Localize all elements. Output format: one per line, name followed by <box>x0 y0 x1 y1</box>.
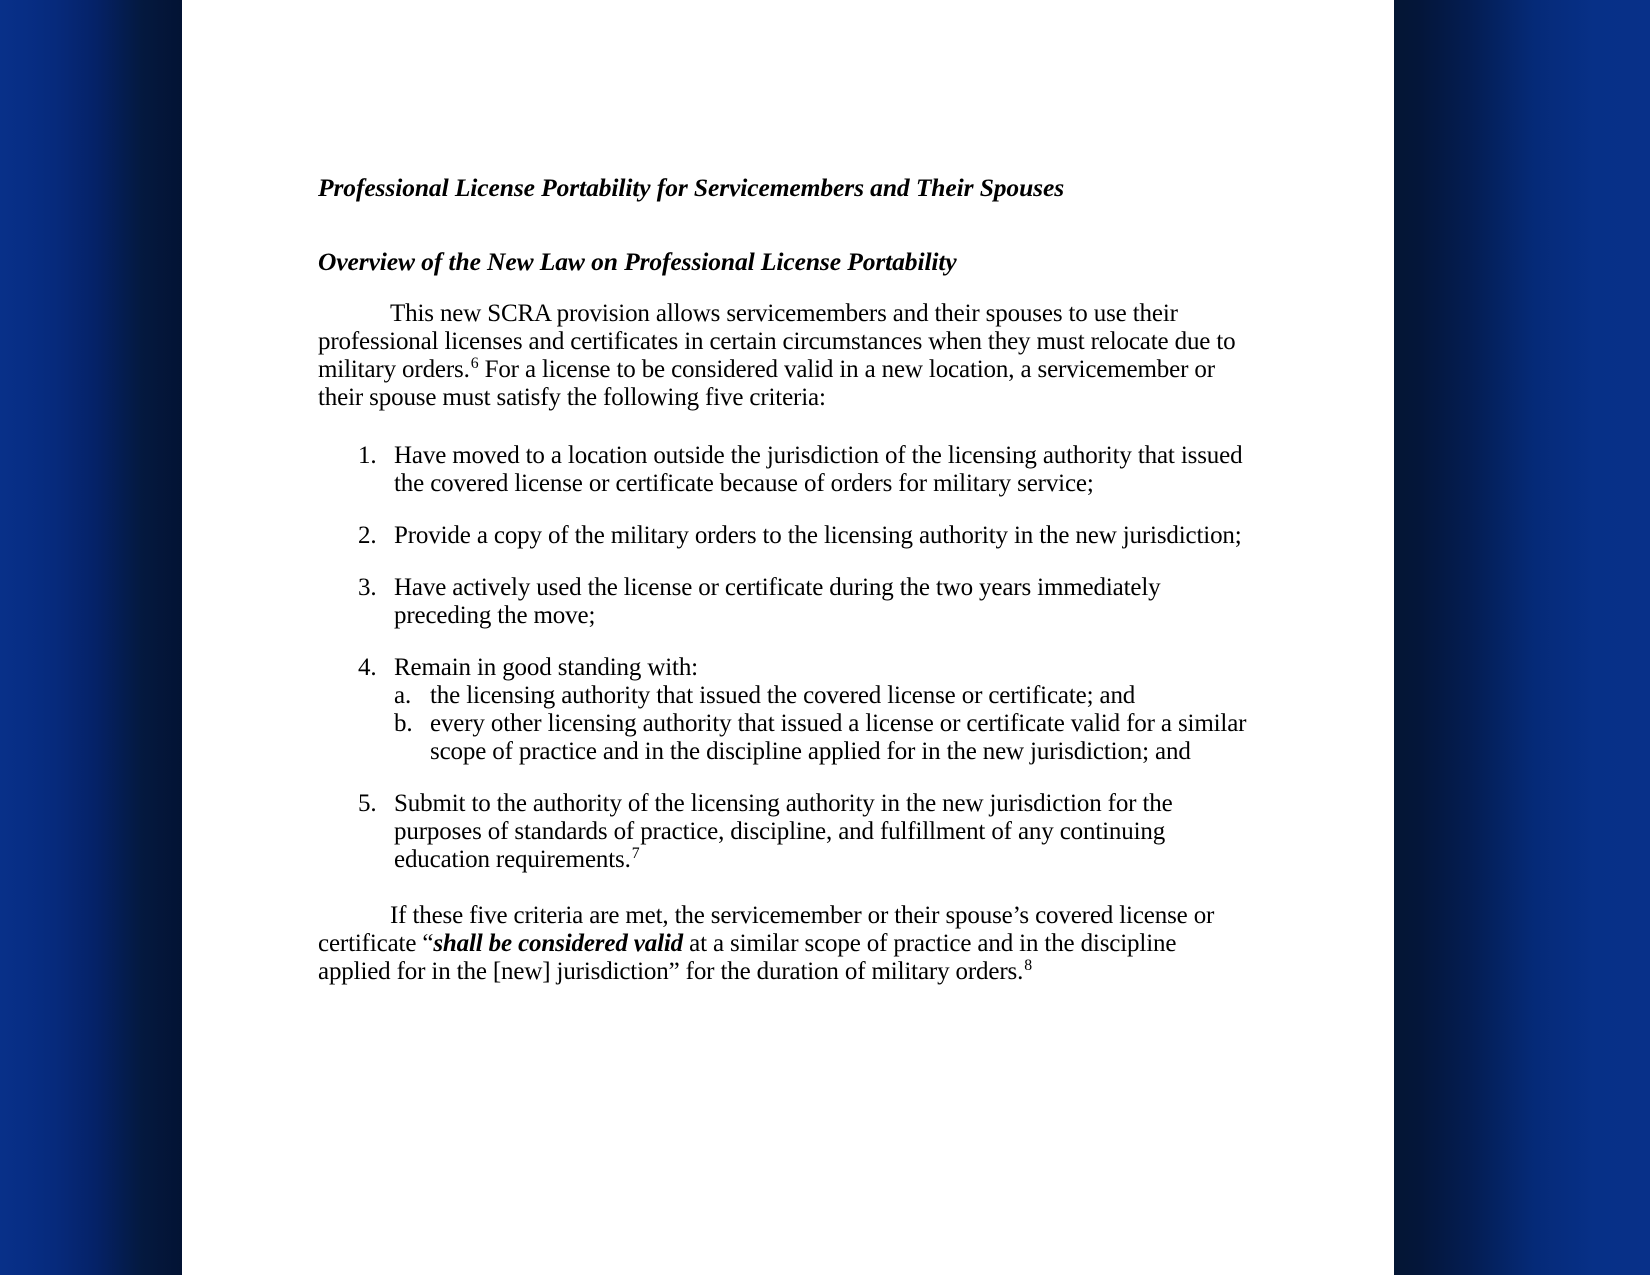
spacer-before-list <box>318 412 1253 442</box>
intro-text-part1: This new SCRA provision allows servicemembers and their spouses to use their professional licenses and certificates in certain circumstances when they must relocate due to military orders. <box>318 300 1236 384</box>
footnote-ref-8[interactable]: 8 <box>1024 956 1032 974</box>
right-gradient-band <box>1394 0 1650 1275</box>
sublist-item <box>394 710 1253 766</box>
intro-text-part2: For a license to be considered valid in a new location, a servicemember or their spouse must satisfy the following five criteria: <box>318 356 1215 412</box>
list-item <box>318 790 1253 874</box>
list-item <box>318 574 1253 630</box>
section-heading: Overview of the New Law on Professional License Portability <box>318 246 957 276</box>
spacer-after-list <box>318 874 1253 902</box>
sublist-marker: b. <box>394 710 413 738</box>
sublist-item-text: every other licensing authority that issued a license or certificate valid for a similar scope of practice and in the discipline applied for in the new jurisdiction; and <box>430 710 1247 766</box>
document-content <box>318 174 1253 986</box>
closing-paragraph <box>318 902 1253 986</box>
criteria-list <box>318 442 1253 874</box>
closing-text-part1: If these five criteria are met, the servicemember or their spouse’s covered license or certificate “ <box>318 902 1215 958</box>
list-item-text <box>394 790 1253 874</box>
intro-paragraph <box>318 300 1253 412</box>
left-gradient-band <box>0 0 182 1275</box>
list-item <box>318 442 1253 498</box>
document-page <box>182 0 1394 1275</box>
sublist-item <box>394 682 1253 710</box>
list-marker: 3. <box>358 574 377 602</box>
list-marker: 4. <box>358 654 377 682</box>
footnote-ref-7[interactable]: 7 <box>631 844 640 862</box>
list-item-text: Have moved to a location outside the jurisdiction of the licensing authority that issued the covered license or certificate because of orders for military service; <box>394 442 1243 498</box>
sublist-marker: a. <box>394 682 412 710</box>
list-marker: 1. <box>358 442 377 470</box>
list-item-text: Remain in good standing with: <box>394 654 698 682</box>
footnote-ref-6[interactable]: 6 <box>470 354 479 372</box>
page-title: Professional License Portability for Servicemembers and Their Spouses <box>318 173 1065 202</box>
list-item <box>318 654 1253 766</box>
emphasized-quote: shall be considered valid <box>433 930 684 958</box>
list-marker: 2. <box>358 522 377 550</box>
criteria-sublist <box>394 682 1253 766</box>
sublist-item-text: the licensing authority that issued the covered license or certificate; and <box>430 682 1136 710</box>
list-marker: 5. <box>358 790 377 818</box>
list-item-text: Provide a copy of the military orders to the licensing authority in the new jurisdiction; <box>394 522 1242 550</box>
list-item-body: Submit to the authority of the licensing authority in the new jurisdiction for the purposes of standards of practice, discipline, and fulfillment of any continuing education requirements. <box>394 790 1173 874</box>
closing-text-part2: at a similar scope of practice and in the discipline applied for in the [new] jurisdiction” for the duration of military orders. <box>318 930 1177 986</box>
list-item-text: Have actively used the license or certificate during the two years immediately preceding the move; <box>394 574 1161 630</box>
list-item <box>318 522 1253 550</box>
